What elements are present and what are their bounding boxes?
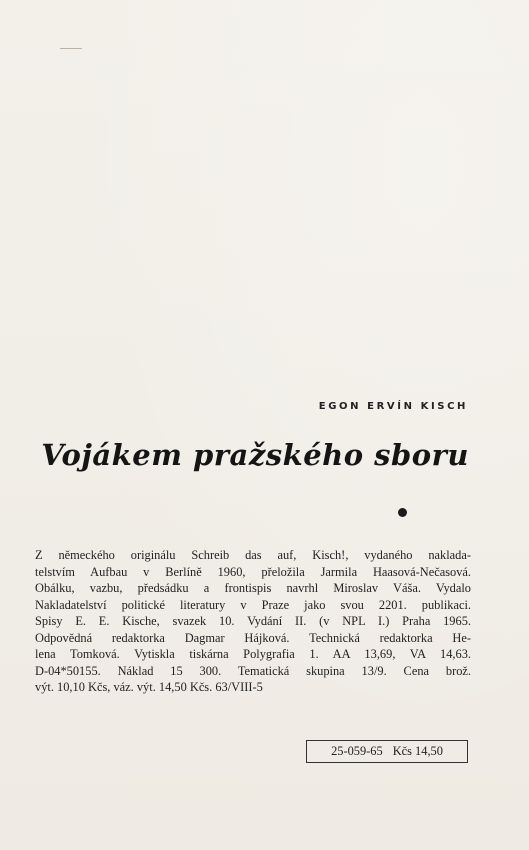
price-label: Kčs 14,50 bbox=[392, 744, 443, 758]
imprint-line: Z německého originálu Schreib das auf, Kisch!, vydaného naklada- bbox=[35, 548, 471, 562]
imprint-block bbox=[35, 547, 471, 696]
imprint-line: Odpovědná redaktorka Dagmar Hájková. Technická redaktorka He- bbox=[35, 630, 471, 645]
paper-mark bbox=[60, 48, 82, 49]
imprint-line: Nakladatelství politické literatury v Praze jako svou 2201. publikaci. bbox=[35, 597, 471, 612]
catalog-code: 25-059-65 bbox=[331, 744, 383, 758]
imprint-line: D-04*50155. Náklad 15 300. Tematická skupina 13/9. Cena brož. bbox=[35, 663, 471, 678]
imprint-line: výt. 10,10 Kčs, váz. výt. 14,50 Kčs. 63/VIII-5 bbox=[35, 680, 263, 694]
author-name: EGON ERVÍN KISCH bbox=[318, 401, 468, 412]
price-box bbox=[306, 740, 468, 763]
imprint-line: telstvím Aufbau v Berlíně 1960, přeložila Jarmila Haasová-Nečasová. bbox=[35, 564, 471, 579]
ornament-dot bbox=[398, 508, 407, 517]
imprint-line: Spisy E. E. Kische, svazek 10. Vydání II. (v NPL I.) Praha 1965. bbox=[35, 614, 471, 628]
imprint-line: Obálku, vazbu, předsádku a frontispis navrhl Miroslav Váša. Vydalo bbox=[35, 581, 471, 595]
book-title: Vojákem pražského sboru bbox=[41, 438, 469, 472]
imprint-line: lena Tomková. Vytiskla tiskárna Polygrafia 1. AA 13,69, VA 14,63. bbox=[35, 647, 471, 661]
